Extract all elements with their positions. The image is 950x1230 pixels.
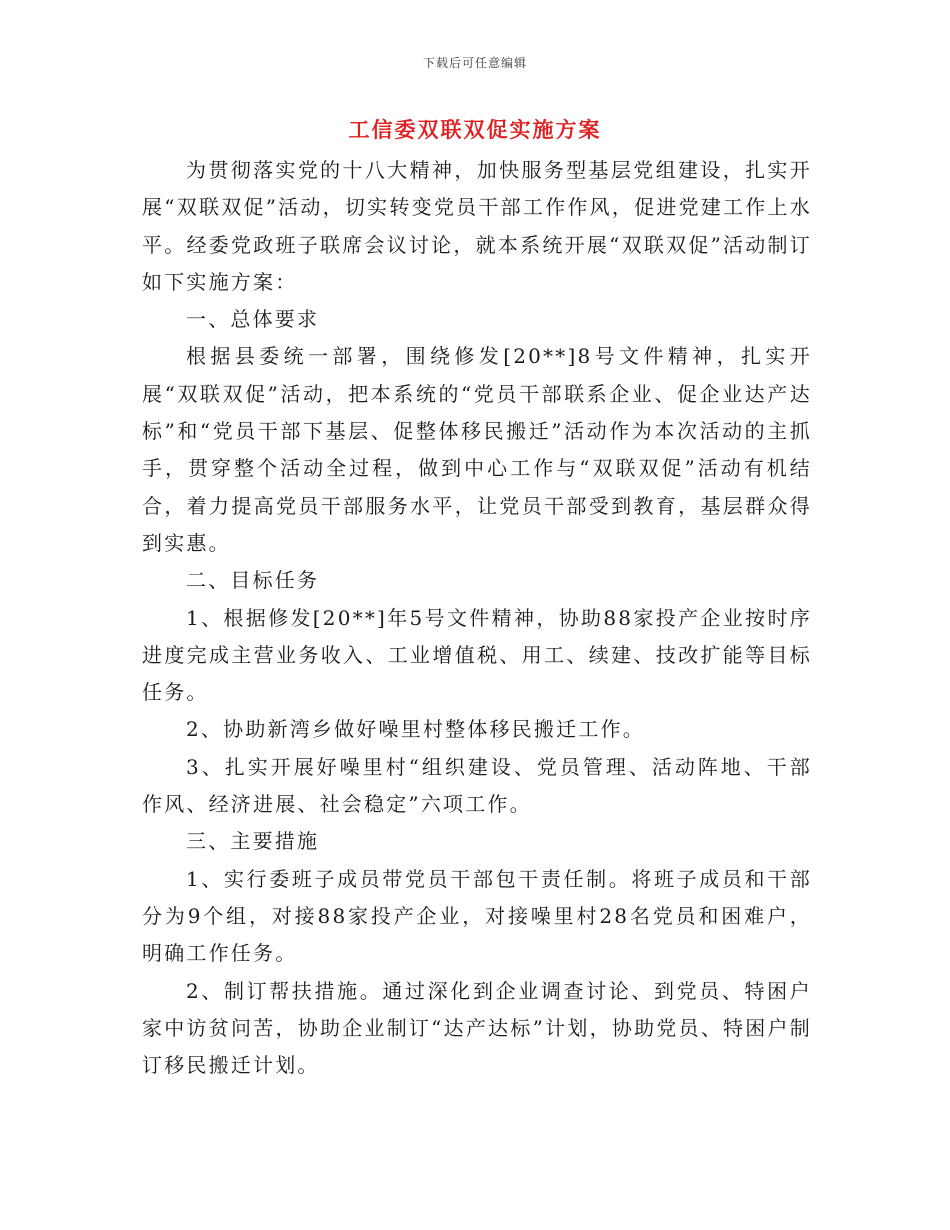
paragraph-general-requirements: 根据县委统一部署，围绕修发[20**]8号文件精神，扎实开展“双联双促”活动，把本系统的“党员干部联系企业、促企业达产达标”和“党员干部下基层、促整体移民搬迁”活动作为本次活动的主抓手，贯穿整个活动全过程，做到中心工作与“双联双促”活动有机结合，着力提高党员干部服务水平，让党员干部受到教育，基层群众得到实惠。 — [142, 344, 812, 555]
paragraph-goal-3: 3、扎实开展好噪里村“组织建设、党员管理、活动阵地、干部作风、经济进展、社会稳定”六项工作。 — [142, 754, 812, 817]
document-title: 工信委双联双促实施方案 — [348, 117, 602, 142]
paragraph-measure-2: 2、制订帮扶措施。通过深化到企业调查讨论、到党员、特困户家中访贫问苦，协助企业制订“达产达标”计划，协助党员、特困户制订移民搬迁计划。 — [142, 978, 812, 1078]
paragraph-goal-2: 2、协助新湾乡做好噪里村整体移民搬迁工作。 — [186, 717, 645, 742]
section-heading-general-requirements: 一、总体要求 — [186, 307, 320, 332]
paragraph-intro: 为贯彻落实党的十八大精神，加快服务型基层党组建设，扎实开展“双联双促”活动，切实转变党员干部工作作风，促进党建工作上水平。经委党政班子联席会议讨论，就本系统开展“双联双促”活动制订如下实施方案： — [142, 158, 812, 294]
section-heading-goals: 二、目标任务 — [186, 568, 320, 593]
paragraph-measure-1: 1、实行委班子成员带党员干部包干责任制。将班子成员和干部分为9个组，对接88家投产企业，对接噪里村28名党员和困难户，明确工作任务。 — [142, 866, 812, 966]
page-header: 下载后可任意编辑 — [422, 56, 527, 70]
document-body — [142, 152, 812, 1084]
section-heading-measures: 三、主要措施 — [186, 829, 320, 854]
paragraph-goal-1: 1、根据修发[20**]年5号文件精神，协助88家投产企业按时序进度完成主营业务收入、工业增值税、用工、续建、技改扩能等目标任务。 — [142, 605, 812, 705]
